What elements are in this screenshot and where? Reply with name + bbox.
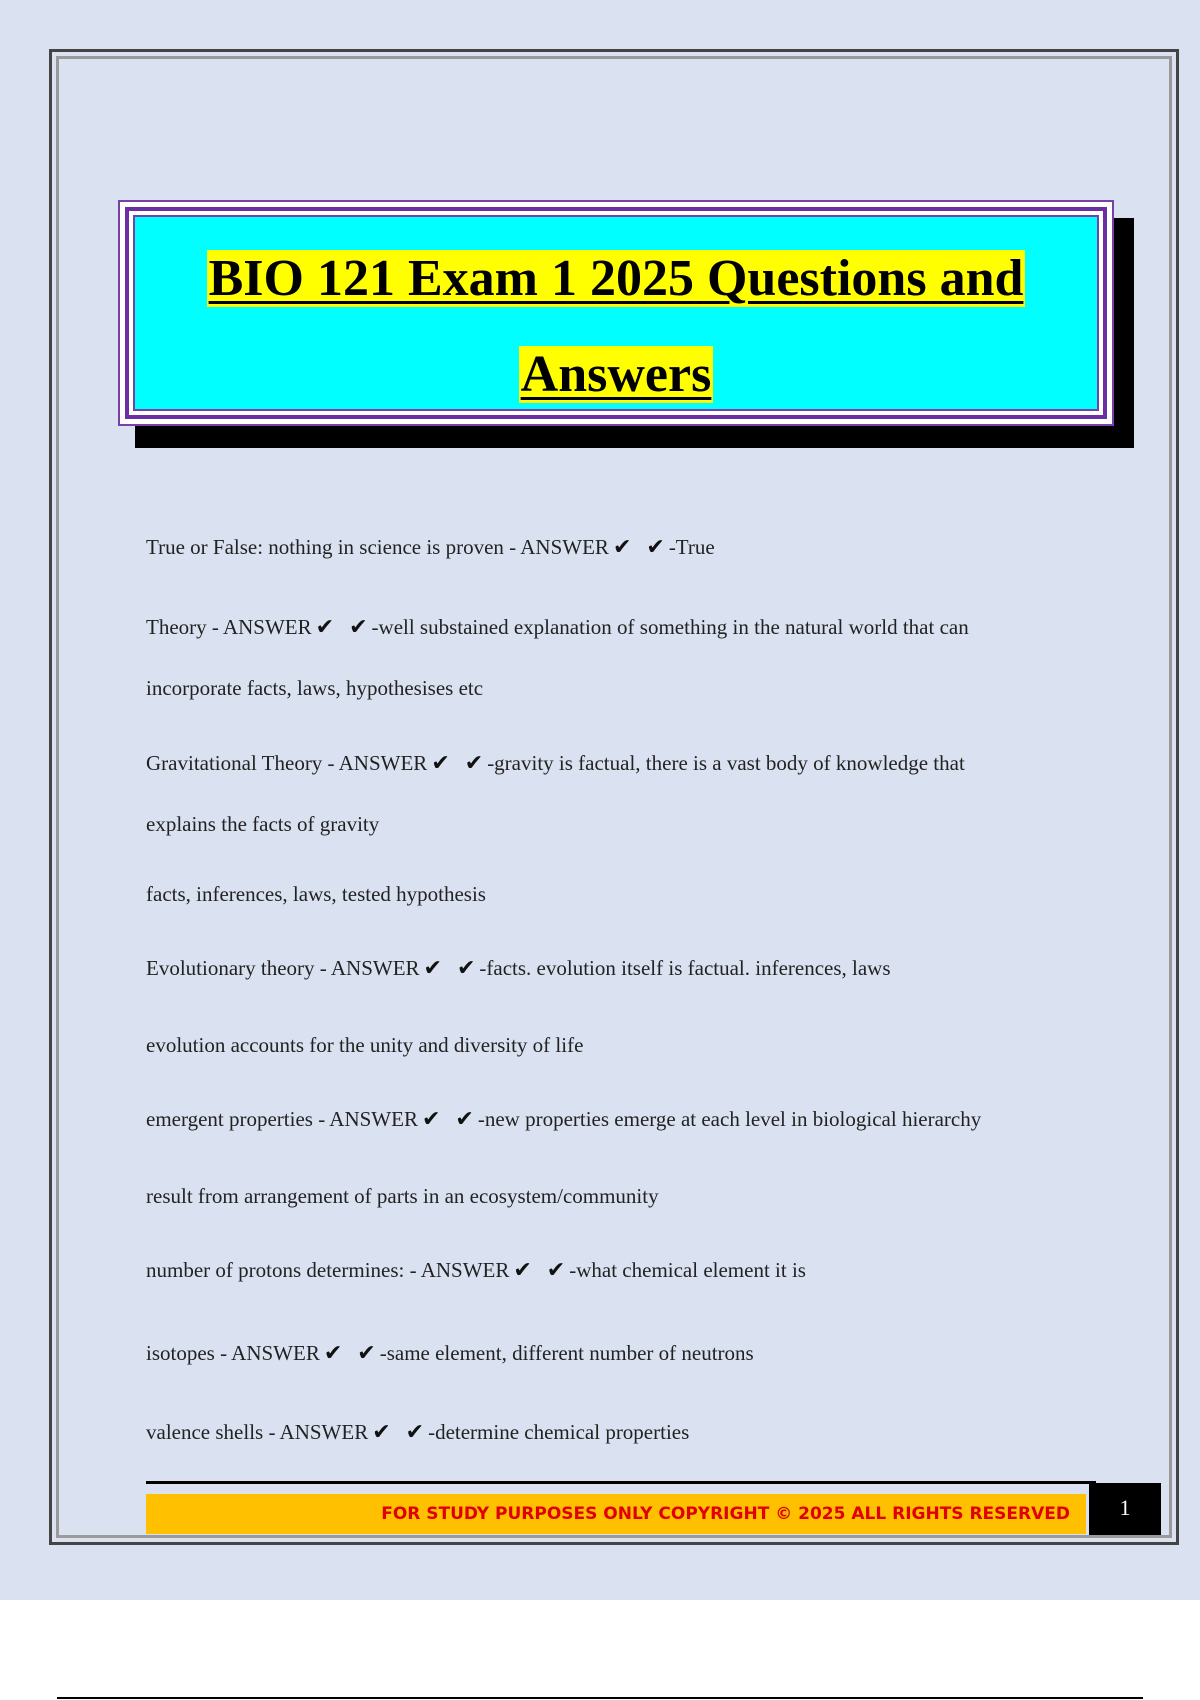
question-text: True or False: nothing in science is proven - ANSWER [146,535,609,559]
document-title-line-1: BIO 121 Exam 1 2025 Questions and [208,250,1024,307]
question-text: Evolutionary theory - ANSWER [146,956,420,980]
checkmark-icon: ✔ ✔ [421,1107,478,1132]
qa-entry [146,517,1086,578]
qa-entry [146,1323,1086,1384]
answer-text: -gravity is factual, there is a vast body of knowledge that [487,751,965,775]
footer-banner [146,1494,1086,1534]
qa-entry [146,733,1086,854]
qa-entry [146,1015,1086,1075]
qa-entry [146,1402,1086,1463]
statement-text: evolution accounts for the unity and diversity of life [146,1033,584,1057]
question-text: Gravitational Theory - ANSWER [146,751,428,775]
document-title-line-2: Answers [520,346,712,403]
question-text: valence shells - ANSWER [146,1420,369,1444]
checkmark-icon: ✔ ✔ [612,535,669,560]
checkmark-icon: ✔ ✔ [323,1341,380,1366]
statement-text: facts, inferences, laws, tested hypothesis [146,882,486,906]
checkmark-icon: ✔ ✔ [315,615,372,640]
answer-text: -facts. evolution itself is factual. inferences, laws [479,956,891,980]
question-text: emergent properties - ANSWER [146,1107,418,1131]
answer-text: -True [668,535,715,559]
checkmark-icon: ✔ ✔ [513,1258,570,1283]
qa-entry [146,938,1086,999]
question-text: number of protons determines: - ANSWER [146,1258,510,1282]
qa-entry [146,1240,1086,1301]
checkmark-icon: ✔ ✔ [423,956,480,981]
qa-entry [146,1089,1086,1150]
statement-text: result from arrangement of parts in an ecosystem/community [146,1184,659,1208]
answer-text: -same element, different number of neutrons [379,1341,754,1365]
answer-text-continued: incorporate facts, laws, hypothesises etc [146,676,484,700]
page-number: 1 [1089,1483,1161,1535]
question-text: isotopes - ANSWER [146,1341,320,1365]
question-text: Theory - ANSWER [146,615,312,639]
answer-text-continued: explains the facts of gravity [146,812,380,836]
answer-text: -new properties emerge at each level in biological hierarchy [477,1107,982,1131]
copyright-notice: FOR STUDY PURPOSES ONLY COPYRIGHT © 2025 ALL RIGHTS RESERVED [381,1504,1070,1524]
qa-entry [146,1166,1086,1226]
answer-text: -well substained explanation of something in the natural world that can [371,615,969,639]
qa-entry [146,864,1086,924]
footer-divider [146,1481,1096,1484]
checkmark-icon: ✔ ✔ [372,1420,429,1445]
next-page-top-rule [57,1697,1143,1699]
qa-entry [146,597,1086,718]
answer-text: -what chemical element it is [569,1258,806,1282]
checkmark-icon: ✔ ✔ [431,751,488,776]
title-box [118,200,1114,426]
answer-text: -determine chemical properties [428,1420,690,1444]
